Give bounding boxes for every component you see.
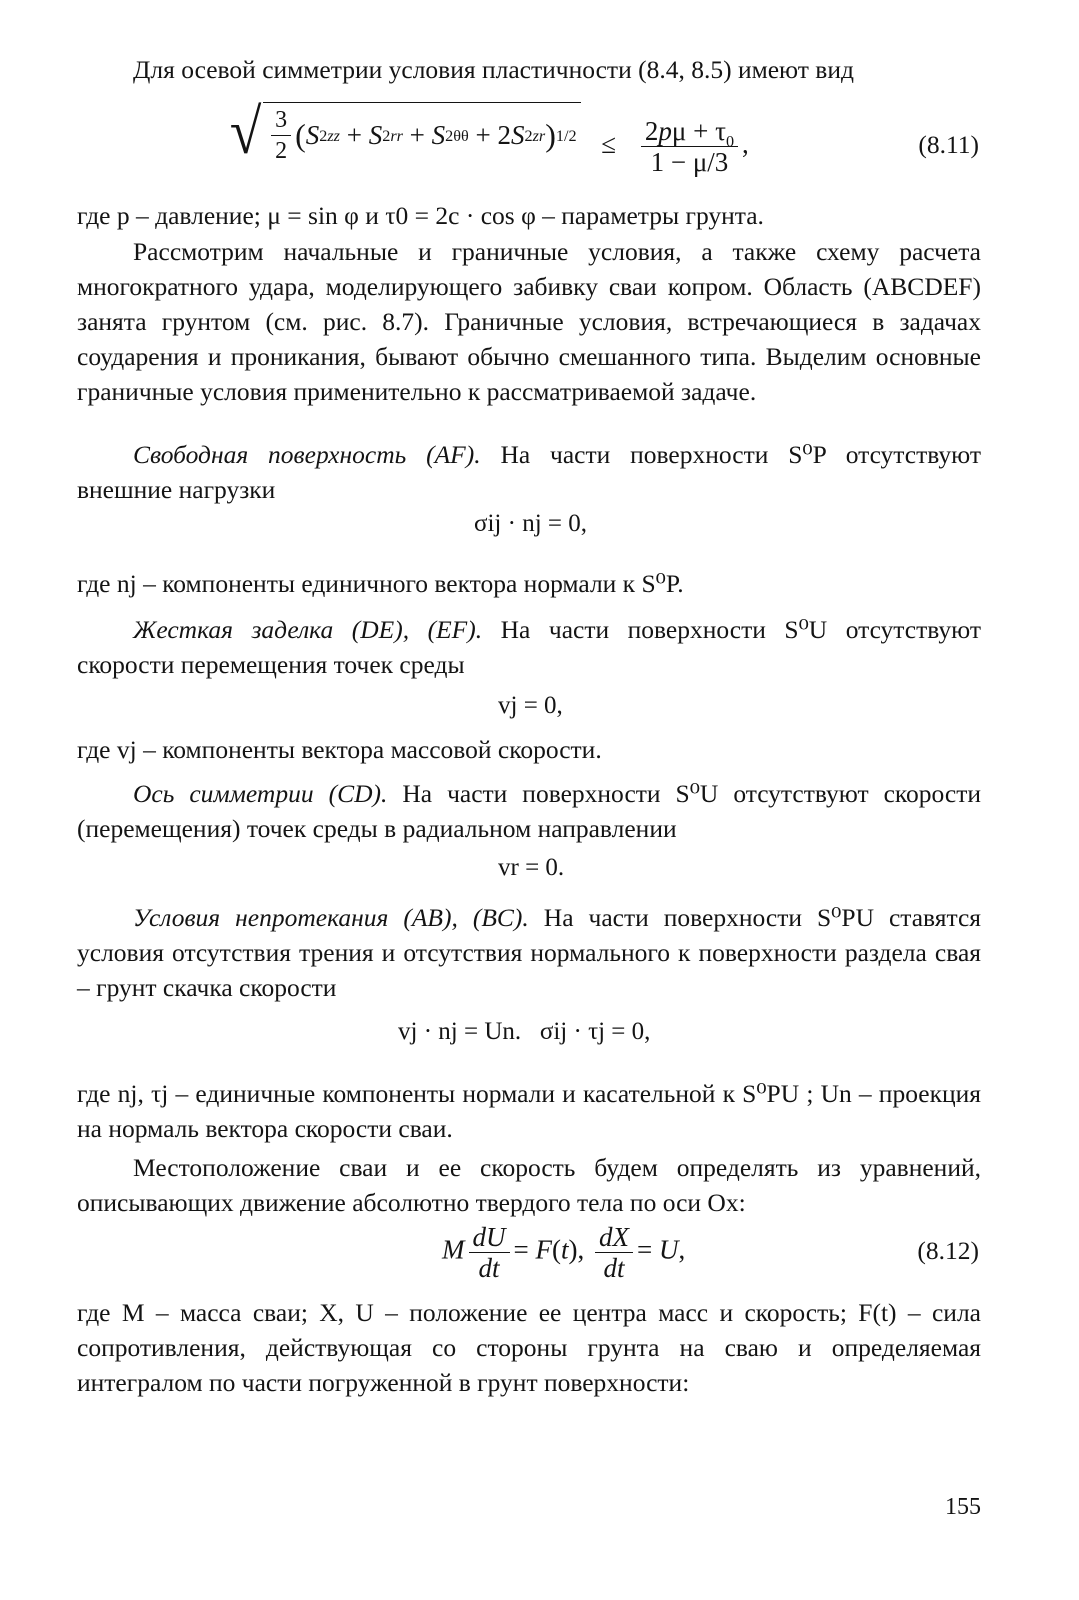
nonflow-text: На части поверхности S⁰PU ставятся условия отсутствия трения и отсутствия нормального к поверхности раздела свая – грунт скачка скорости — [77, 903, 981, 1002]
equation-8-12: M $\frac{dU}{dt}$ = F(t), $\frac{dX}{dt}$ = U, — [442, 1222, 686, 1283]
equation-rigid-clamp: vj = 0, — [498, 692, 563, 719]
rigid-clamp-text: На части поверхности S⁰U отсутствуют скорости перемещения точек среды — [77, 615, 982, 679]
consider-paragraph: Рассмотрим начальные и граничные условия, а также схему расчета многократного удара, моделирующего забивку сваи копром. Область (ABCDEF) занята грунтом (см. рис. 8.7). Граничные условия, встречающиеся в задачах соударения и проникания, бывают обычно смешанного типа. Выделим основные граничные условия применительно к рассматриваемой задаче. — [77, 237, 981, 406]
location-paragraph: Местоположение сваи и ее скорость будем определять из уравнений, описывающих движение абсолютно твердого тела по оси Ox: — [77, 1153, 981, 1217]
nonflow-paragraph — [77, 900, 981, 1005]
nonflow-title: Условия непротекания — [133, 903, 389, 932]
equation-axis-symmetry: vr = 0. — [498, 854, 565, 881]
where-tau-paragraph: где nj, τj – единичные компоненты нормали и касательной к S⁰PU ; Un – проекция на нормаль вектора скорости сваи. — [77, 1079, 981, 1143]
equation-8-11: √ $\frac{3}{2}$ ( S 2 zz + S 2 rr + S 2 θθ + 2 S 2 zr ) 1/2 ≤ $\frac{2p\mu + \tau_0}{1 - \mu/3}$ , — [229, 96, 749, 178]
where-p-paragraph: где p – давление; μ = sin φ и τ0 = 2c · cos φ – параметры грунта. — [77, 201, 764, 230]
equation-8-11-number: (8.11) — [918, 130, 979, 159]
equation-8-12-number: (8.12) — [917, 1236, 979, 1265]
free-surface-text: На части поверхности S⁰P отсутствуют внешние нагрузки — [77, 440, 981, 504]
free-surface-segment: (AF). — [426, 440, 481, 469]
axis-symmetry-paragraph — [77, 776, 981, 846]
page-number: 155 — [945, 1494, 981, 1520]
rigid-clamp-paragraph — [77, 612, 981, 682]
where-vj-paragraph: где vj – компоненты вектора массовой скорости. — [77, 735, 602, 764]
free-surface-title: Свободная поверхность — [133, 440, 407, 469]
axis-symmetry-text: На части поверхности S⁰U отсутствуют скорости (перемещения) точек среды в радиальном направлении — [77, 779, 982, 843]
rigid-clamp-segment: (DE), (EF). — [351, 615, 483, 644]
axis-symmetry-title: Ось симметрии — [133, 779, 314, 808]
where-M-paragraph: где M – масса сваи; X, U – положение ее центра масс и скорость; F(t) – сила сопротивления, действующая со стороны грунта на сваю и определяемая интегралом по части погруженной в грунт поверхности: — [77, 1298, 981, 1397]
nonflow-segment: (AB), (BC). — [403, 903, 529, 932]
equation-free-surface: σij · nj = 0, — [474, 510, 587, 537]
axis-symmetry-segment: (CD). — [328, 779, 388, 808]
intro-paragraph: Для осевой симметрии условия пластичности (8.4, 8.5) имеют вид — [133, 55, 854, 84]
free-surface-paragraph — [77, 437, 981, 507]
equation-nonflow: vj · nj = Un. σij · τj = 0, — [398, 1018, 651, 1045]
where-nj-paragraph: где nj – компоненты единичного вектора нормали к S⁰P. — [77, 569, 684, 598]
rigid-clamp-title: Жесткая заделка — [133, 615, 334, 644]
